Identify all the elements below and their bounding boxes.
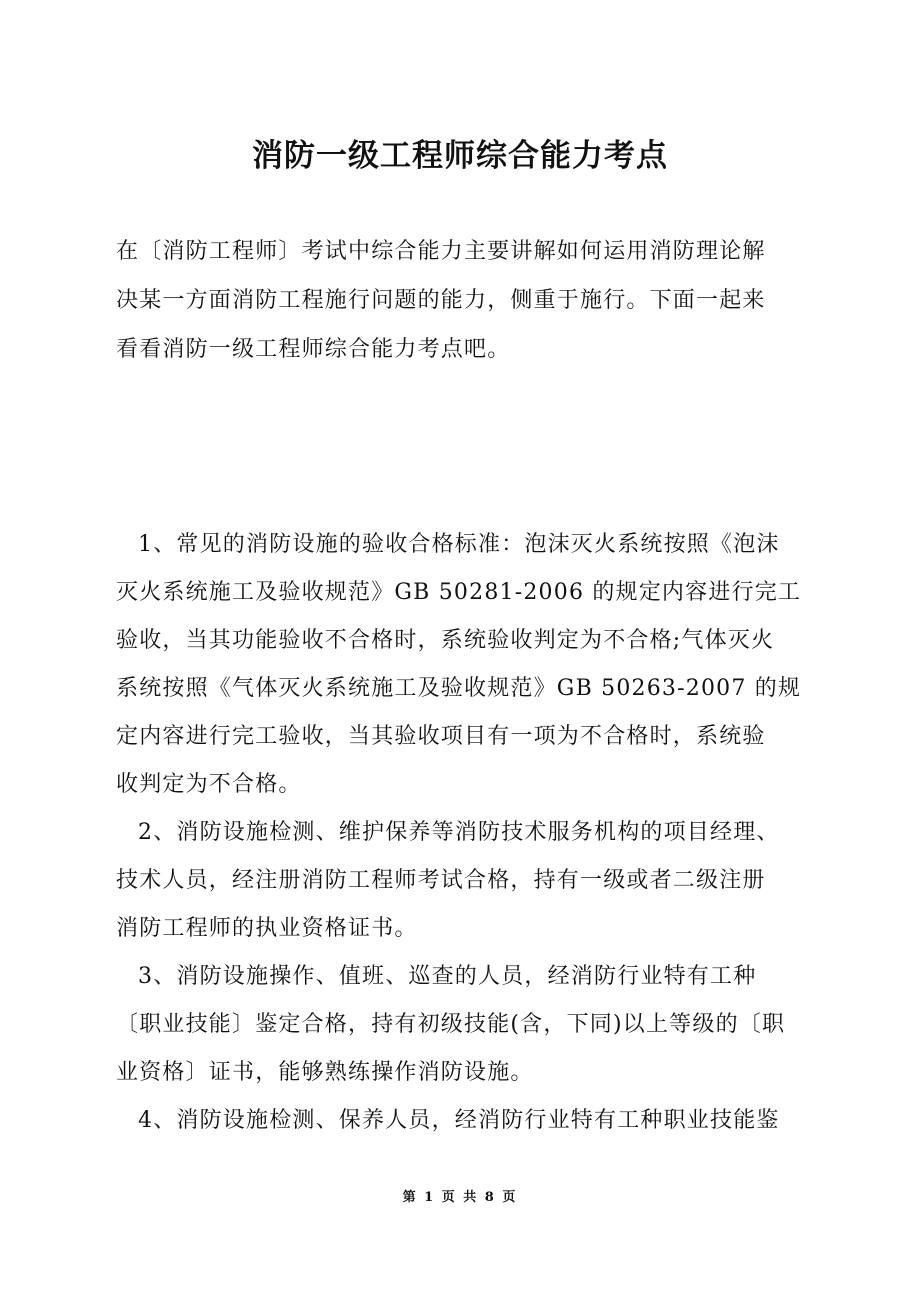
item-1-line-5: 定内容进行完工验收，当其验收项目有一项为不合格时，系统验: [116, 724, 766, 749]
item-3-line-3: 业资格〕证书，能够熟练操作消防设施。: [116, 1060, 534, 1085]
document-title: 消防一级工程师综合能力考点: [252, 138, 668, 174]
intro-line-3: 看看消防一级工程师综合能力考点吧。: [116, 337, 511, 362]
item-4-line-1: 4、消防设施检测、保养人员，经消防行业特有工种职业技能鉴: [138, 1108, 780, 1133]
item-3-line-2: 〔职业技能〕鉴定合格，持有初级技能(含，下同)以上等级的〔职: [116, 1012, 786, 1037]
intro-line-1: 在〔消防工程师〕考试中综合能力主要讲解如何运用消防理论解: [116, 239, 766, 264]
item-2-line-2: 技术人员，经注册消防工程师考试合格，持有一级或者二级注册: [116, 868, 766, 893]
item-1-line-3: 验收，当其功能验收不合格时，系统验收判定为不合格;气体灭火: [116, 628, 775, 653]
item-1-line-6: 收判定为不合格。: [116, 772, 302, 797]
item-3-line-1: 3、消防设施操作、值班、巡查的人员，经消防行业特有工种: [138, 964, 757, 989]
item-1-line-2: 灭火系统施工及验收规范》GB 50281-2006 的规定内容进行完工: [116, 580, 802, 605]
item-1-line-1: 1、常见的消防设施的验收合格标准：泡沫灭火系统按照《泡沫: [138, 532, 780, 557]
item-1-line-4: 系统按照《气体灭火系统施工及验收规范》GB 50263-2007 的规: [116, 676, 802, 701]
intro-line-2: 决某一方面消防工程施行问题的能力，侧重于施行。下面一起来: [116, 288, 766, 313]
page-number-footer: 第 1 页 共 8 页: [402, 1190, 518, 1205]
item-2-line-1: 2、消防设施检测、维护保养等消防技术服务机构的项目经理、: [138, 820, 780, 845]
item-2-line-3: 消防工程师的执业资格证书。: [116, 916, 418, 941]
